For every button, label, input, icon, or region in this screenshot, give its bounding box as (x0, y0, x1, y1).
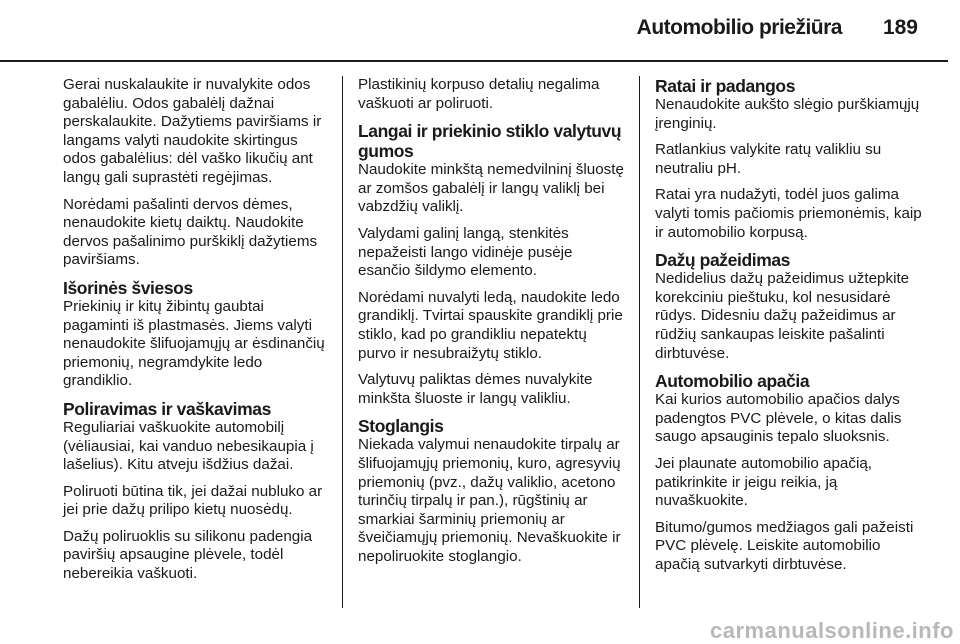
section-title: Automobilio priežiūra (636, 16, 842, 39)
header-rule (0, 60, 948, 62)
paragraph: Poliruoti būtina tik, jei dažai nubluko ar jei prie dažų prilipo kietų nuosėdų. (63, 482, 323, 519)
paragraph: Reguliariai vaškuokite automobilį (vėliausiai, kai vanduo nebesikaupia į lašelius). Kitu atveju išdžius dažai. (63, 418, 314, 474)
paragraph: Nenaudokite aukšto slėgio purškiamųjų įrenginių. (655, 96, 920, 132)
column-divider (639, 76, 640, 608)
column-left (63, 76, 331, 592)
paragraph: Niekada valymui nenaudokite tirpalų ar šlifuojamųjų priemonių, kuro, agresyvių priemonių (pvz., dažų valiklio, acetono turinčių tirpalų ir pan.), rūgštinių ar smarkiai šarminių priemonių ar šveičiamųjų priemonių. Nevaškuokite ir nepoliruokite stoglangio. (358, 436, 621, 565)
paragraph: Kai kurios automobilio apačios dalys padengtos PVC plėvele, o kitas dalis saugo apsauginis tepalo sluoksnis. (655, 391, 902, 446)
heading-sunroof: Stoglangis (358, 416, 444, 437)
paragraph: Ratlankius valykite ratų valikliu su neutraliu pH. (655, 141, 882, 177)
paragraph: Ratai yra nudažyti, todėl juos galima valyti tomis pačiomis priemonėmis, kaip ir automobilio korpusą. (655, 186, 922, 241)
column-right (655, 76, 923, 582)
heading-exterior-lights: Išorinės šviesos (63, 277, 193, 298)
heading-windows-wipers: Langai ir priekinio stiklo valytuvų gumos (358, 121, 622, 162)
paragraph: Plastikinių korpuso detalių negalima vaškuoti ar poliruoti. (358, 76, 600, 112)
paragraph: Valytuvų paliktas dėmes nuvalykite minkšta šluoste ir langų valikliu. (358, 371, 593, 407)
heading-paint-damage: Dažų pažeidimas (655, 250, 791, 271)
column-middle (358, 76, 626, 574)
paragraph: Dažų poliruoklis su silikonu padengia paviršių apsaugine plėvele, todėl nebereikia vaškuoti. (63, 527, 313, 583)
heading-polishing-waxing: Poliravimas ir vaškavimas (63, 398, 271, 419)
watermark: carmanualsonline.info (710, 618, 954, 643)
paragraph: Norėdami nuvalyti ledą, naudokite ledo grandiklį. Tvirtai spauskite grandiklį prie stiklo, kad po grandikliu nepatektų purvo ir nesubraižytų stiklo. (358, 288, 623, 362)
paragraph: Naudokite minkštą nemedvilninį šluostę ar zomšos gabalėlį ir langų valiklį bei vabzdžių valiklį. (358, 161, 624, 216)
paragraph: Jei plaunate automobilio apačią, patikrinkite ir jeigu reikia, ją nuvaškuokite. (655, 454, 872, 510)
paragraph: Gerai nuskalaukite ir nuvalykite odos gabalėliu. Odos gabalėlį dažnai perskalaukite. Dažytiems paviršiams ir langams valyti naudokite skirtingus odos gabalėlius: dėl vaško likučių ant langų gali suprastėti regėjimas. (63, 76, 322, 186)
column-divider (342, 76, 343, 608)
page-header (0, 0, 960, 60)
paragraph: Valydami galinį langą, stenkitės nepažeisti lango vidinėje pusėje esančio šildymo elemento. (358, 224, 573, 280)
page-number: 189 (882, 16, 918, 39)
paragraph: Bitumo/gumos medžiagos gali pažeisti PVC plėvelę. Leiskite automobilio apačią sutvarkyti dirbtuvėse. (655, 518, 914, 573)
heading-underbody: Automobilio apačia (655, 371, 810, 392)
paragraph: Priekinių ir kitų žibintų gaubtai pagaminti iš plastmasės. Jiems valyti nenaudokite šlifuojamųjų ar ėsdinančių priemonių, negramdykite ledo grandiklio. (63, 297, 325, 390)
paragraph: Norėdami pašalinti dervos dėmes, nenaudokite kietų daiktų. Naudokite dervos pašalinimo purškiklį dažytiems paviršiams. (63, 195, 318, 269)
paragraph: Nedidelius dažų pažeidimus užtepkite korekciniu pieštuku, kol nesusidarė rūdys. Didesniu dažų pažeidimus ar rūdžių sankaupas leiskite pašalinti dirbtuvėse. (655, 270, 910, 362)
heading-wheels-tyres: Ratai ir padangos (655, 76, 796, 96)
